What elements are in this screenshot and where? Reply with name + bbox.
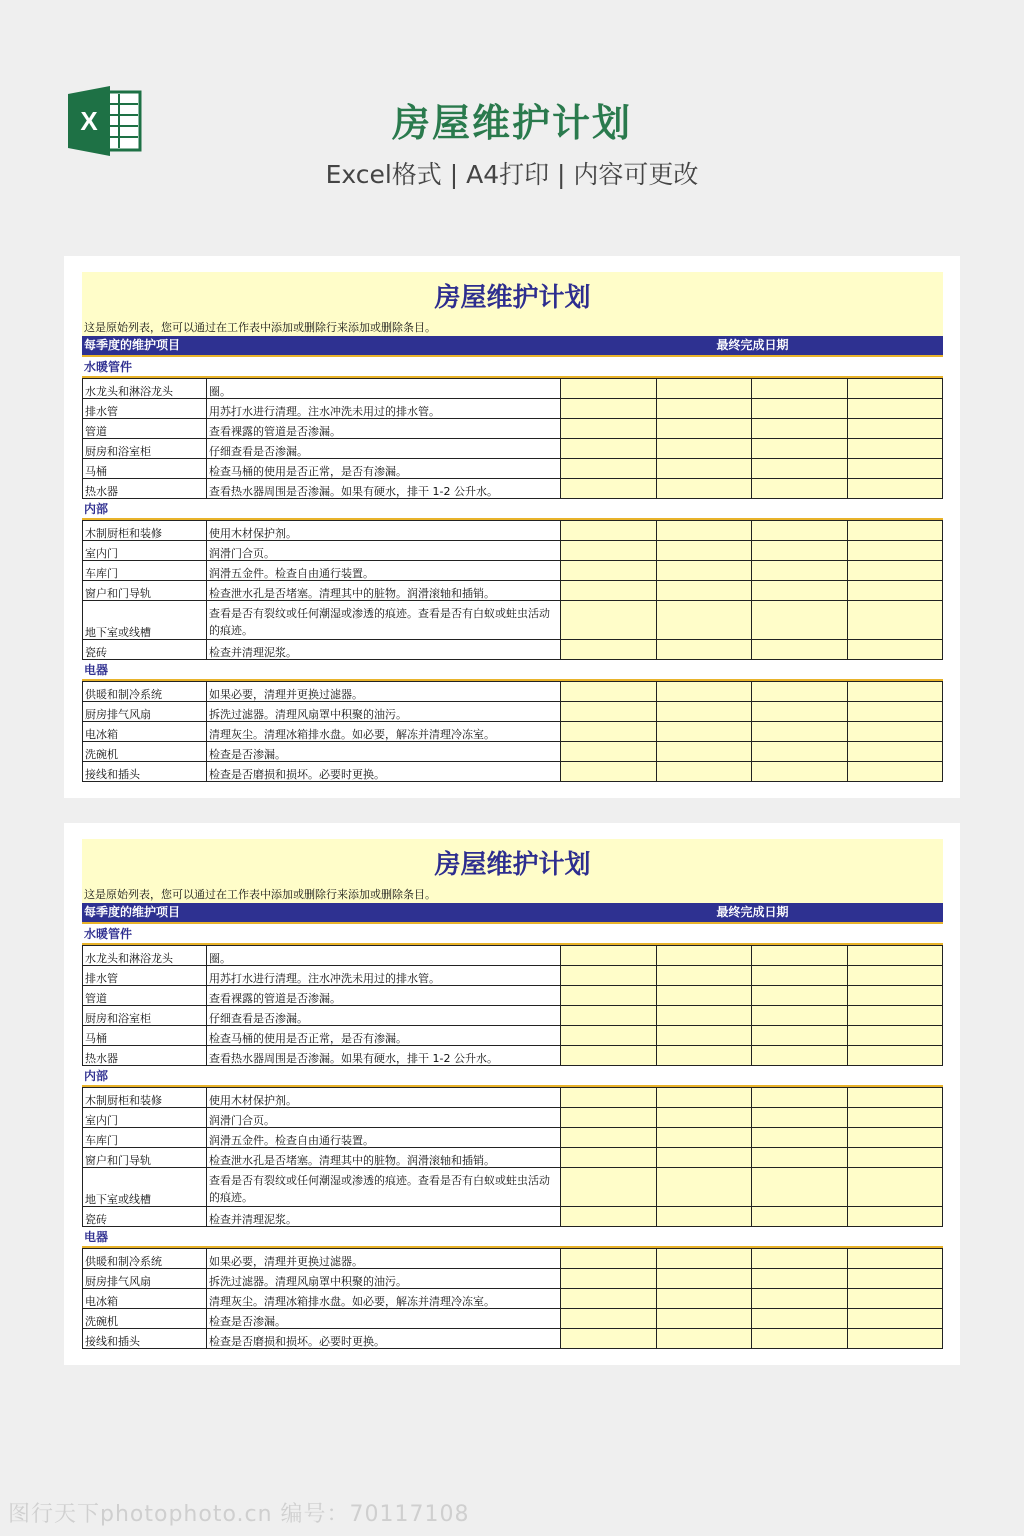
date-cell[interactable] [656, 1289, 752, 1309]
date-cell[interactable] [561, 399, 657, 419]
date-cell[interactable] [847, 561, 943, 581]
date-cell[interactable] [561, 682, 657, 702]
date-cell[interactable] [561, 1249, 657, 1269]
item-cell[interactable]: 水龙头和淋浴龙头 [83, 379, 207, 399]
date-cell[interactable] [752, 439, 848, 459]
item-cell[interactable]: 热水器 [83, 479, 207, 499]
date-cell[interactable] [847, 419, 943, 439]
date-cell[interactable] [752, 966, 848, 986]
date-cell[interactable] [656, 1329, 752, 1349]
date-cell[interactable] [847, 459, 943, 479]
table-row [83, 1128, 943, 1148]
date-cell[interactable] [561, 966, 657, 986]
date-cell[interactable] [847, 521, 943, 541]
date-cell[interactable] [656, 1088, 752, 1108]
item-cell[interactable]: 木制厨柜和装修 [83, 1088, 207, 1108]
task-cell[interactable]: 圈。 [207, 946, 561, 966]
task-cell[interactable]: 检查马桶的使用是否正常，是否有渗漏。 [207, 459, 561, 479]
section-table [82, 945, 943, 1066]
date-cell[interactable] [752, 581, 848, 601]
date-cell[interactable] [656, 682, 752, 702]
date-cell[interactable] [656, 762, 752, 782]
date-cell[interactable] [847, 1148, 943, 1168]
task-cell[interactable]: 润滑门合页。 [207, 541, 561, 561]
date-cell[interactable] [847, 439, 943, 459]
table-row [83, 986, 943, 1006]
section-table [82, 681, 943, 782]
item-cell[interactable]: 室内门 [83, 1108, 207, 1128]
task-cell[interactable]: 检查泄水孔是否堵塞。清理其中的脏物。润滑滚轴和插销。 [207, 1148, 561, 1168]
date-cell[interactable] [752, 702, 848, 722]
table-row [83, 946, 943, 966]
date-cell[interactable] [847, 986, 943, 1006]
task-cell[interactable]: 检查并清理泥浆。 [207, 1207, 561, 1227]
item-cell[interactable]: 窗户和门导轨 [83, 1148, 207, 1168]
date-cell[interactable] [847, 682, 943, 702]
excel-logo-letter: X [80, 106, 98, 136]
date-cell[interactable] [847, 479, 943, 499]
date-cell[interactable] [752, 1329, 848, 1349]
item-cell[interactable]: 电冰箱 [83, 722, 207, 742]
date-cell[interactable] [656, 702, 752, 722]
date-cell[interactable] [656, 1168, 752, 1207]
task-cell[interactable]: 清理灰尘。清理冰箱排水盘。如必要，解冻并清理冷冻室。 [207, 722, 561, 742]
table-row [83, 682, 943, 702]
date-cell[interactable] [561, 459, 657, 479]
date-cell[interactable] [561, 1046, 657, 1066]
date-cell[interactable] [847, 1006, 943, 1026]
date-cell[interactable] [561, 1168, 657, 1207]
date-cell[interactable] [656, 1108, 752, 1128]
section-heading: 电器 [82, 1227, 943, 1248]
table-row [83, 640, 943, 660]
date-cell[interactable] [847, 399, 943, 419]
date-cell[interactable] [656, 986, 752, 1006]
item-cell[interactable]: 排水管 [83, 966, 207, 986]
date-cell[interactable] [847, 946, 943, 966]
date-cell[interactable] [752, 1108, 848, 1128]
table-row [83, 1329, 943, 1349]
date-cell[interactable] [561, 1006, 657, 1026]
table-row [83, 1269, 943, 1289]
sheet-description: 这是原始列表，您可以通过在工作表中添加或删除行来添加或删除条目。 [82, 320, 943, 336]
date-cell[interactable] [752, 459, 848, 479]
date-cell[interactable] [656, 722, 752, 742]
item-cell[interactable]: 热水器 [83, 1046, 207, 1066]
section-table [82, 1087, 943, 1227]
sheet-preview-1 [64, 256, 960, 798]
date-cell[interactable] [656, 1269, 752, 1289]
task-cell[interactable]: 仔细查看是否渗漏。 [207, 1006, 561, 1026]
date-cell[interactable] [752, 1249, 848, 1269]
column-header [82, 903, 943, 924]
sheet-title: 房屋维护计划 [82, 839, 943, 887]
task-cell[interactable]: 检查是否磨损和损坏。必要时更换。 [207, 762, 561, 782]
date-cell[interactable] [656, 1207, 752, 1227]
column-header [82, 336, 943, 357]
date-cell[interactable] [561, 1207, 657, 1227]
date-cell[interactable] [752, 1046, 848, 1066]
table-row [83, 702, 943, 722]
date-cell[interactable] [752, 1088, 848, 1108]
table-row [83, 742, 943, 762]
date-cell[interactable] [561, 742, 657, 762]
date-cell[interactable] [656, 399, 752, 419]
page-subtitle: Excel格式 | A4打印 | 内容可更改 [325, 160, 699, 189]
date-cell[interactable] [656, 479, 752, 499]
date-cell[interactable] [847, 1329, 943, 1349]
date-cell[interactable] [656, 1128, 752, 1148]
date-cell[interactable] [752, 640, 848, 660]
sheet-description: 这是原始列表，您可以通过在工作表中添加或删除行来添加或删除条目。 [82, 887, 943, 903]
sheet-content [82, 272, 943, 782]
item-cell[interactable]: 瓷砖 [83, 1207, 207, 1227]
column-header-date: 最终完成日期 [716, 338, 789, 352]
table-row [83, 379, 943, 399]
date-cell[interactable] [847, 1249, 943, 1269]
date-cell[interactable] [847, 762, 943, 782]
task-cell[interactable]: 润滑五金件。检查自由通行装置。 [207, 1128, 561, 1148]
table-row [83, 561, 943, 581]
task-cell[interactable]: 查看是否有裂纹或任何潮湿或渗透的痕迹。查看是否有白蚁或蛀虫活动的痕迹。 [207, 601, 561, 640]
task-cell[interactable]: 润滑门合页。 [207, 1108, 561, 1128]
date-cell[interactable] [561, 1329, 657, 1349]
date-cell[interactable] [656, 742, 752, 762]
date-cell[interactable] [752, 1269, 848, 1289]
date-cell[interactable] [656, 1026, 752, 1046]
date-cell[interactable] [561, 702, 657, 722]
date-cell[interactable] [752, 742, 848, 762]
date-cell[interactable] [752, 946, 848, 966]
item-cell[interactable]: 车库门 [83, 1128, 207, 1148]
item-cell[interactable]: 厨房排气风扇 [83, 1269, 207, 1289]
date-cell[interactable] [847, 1108, 943, 1128]
column-header-date: 最终完成日期 [716, 905, 789, 919]
table-row [83, 762, 943, 782]
date-cell[interactable] [656, 561, 752, 581]
item-cell[interactable]: 马桶 [83, 459, 207, 479]
item-cell[interactable]: 电冰箱 [83, 1289, 207, 1309]
task-cell[interactable]: 如果必要，清理并更换过滤器。 [207, 1249, 561, 1269]
date-cell[interactable] [752, 1289, 848, 1309]
date-cell[interactable] [561, 1108, 657, 1128]
item-cell[interactable]: 厨房和浴室柜 [83, 439, 207, 459]
date-cell[interactable] [847, 640, 943, 660]
date-cell[interactable] [561, 946, 657, 966]
item-cell[interactable]: 地下室或线槽 [83, 601, 207, 640]
date-cell[interactable] [561, 581, 657, 601]
date-cell[interactable] [656, 640, 752, 660]
date-cell[interactable] [752, 419, 848, 439]
item-cell[interactable]: 管道 [83, 419, 207, 439]
item-cell[interactable]: 接线和插头 [83, 762, 207, 782]
section-heading: 内部 [82, 1066, 943, 1087]
date-cell[interactable] [656, 521, 752, 541]
item-cell[interactable]: 厨房和浴室柜 [83, 1006, 207, 1026]
table-row [83, 1148, 943, 1168]
item-cell[interactable]: 洗碗机 [83, 1309, 207, 1329]
item-cell[interactable]: 马桶 [83, 1026, 207, 1046]
task-cell[interactable]: 检查是否渗漏。 [207, 742, 561, 762]
task-cell[interactable]: 检查泄水孔是否堵塞。清理其中的脏物。润滑滚轴和插销。 [207, 581, 561, 601]
date-cell[interactable] [752, 722, 848, 742]
task-cell[interactable]: 拆洗过滤器。清理风扇罩中积聚的油污。 [207, 1269, 561, 1289]
column-header-items: 每季度的维护项目 [84, 338, 181, 352]
date-cell[interactable] [561, 521, 657, 541]
task-cell[interactable]: 使用木材保护剂。 [207, 521, 561, 541]
date-cell[interactable] [561, 379, 657, 399]
task-cell[interactable]: 查看是否有裂纹或任何潮湿或渗透的痕迹。查看是否有白蚁或蛀虫活动的痕迹。 [207, 1168, 561, 1207]
date-cell[interactable] [656, 946, 752, 966]
table-row [83, 1006, 943, 1026]
table-row [83, 722, 943, 742]
item-cell[interactable]: 地下室或线槽 [83, 1168, 207, 1207]
table-row [83, 439, 943, 459]
task-cell[interactable]: 用苏打水进行清理。注水冲洗未用过的排水管。 [207, 966, 561, 986]
date-cell[interactable] [561, 1289, 657, 1309]
table-row [83, 966, 943, 986]
date-cell[interactable] [561, 439, 657, 459]
section-table [82, 1248, 943, 1349]
date-cell[interactable] [847, 1128, 943, 1148]
date-cell[interactable] [561, 1309, 657, 1329]
date-cell[interactable] [656, 439, 752, 459]
section-heading: 电器 [82, 660, 943, 681]
item-cell[interactable]: 窗户和门导轨 [83, 581, 207, 601]
date-cell[interactable] [752, 682, 848, 702]
date-cell[interactable] [752, 541, 848, 561]
task-cell[interactable]: 查看热水器周围是否渗漏。如果有硬水，排干 1-2 公升水。 [207, 1046, 561, 1066]
date-cell[interactable] [656, 1148, 752, 1168]
section-table [82, 520, 943, 660]
column-header-items: 每季度的维护项目 [84, 905, 181, 919]
date-cell[interactable] [847, 742, 943, 762]
date-cell[interactable] [847, 1168, 943, 1207]
date-cell[interactable] [847, 722, 943, 742]
date-cell[interactable] [752, 1128, 848, 1148]
date-cell[interactable] [656, 379, 752, 399]
date-cell[interactable] [561, 986, 657, 1006]
date-cell[interactable] [656, 1046, 752, 1066]
date-cell[interactable] [561, 1148, 657, 1168]
date-cell[interactable] [847, 1289, 943, 1309]
date-cell[interactable] [752, 1026, 848, 1046]
item-cell[interactable]: 瓷砖 [83, 640, 207, 660]
date-cell[interactable] [752, 1006, 848, 1026]
date-cell[interactable] [561, 419, 657, 439]
date-cell[interactable] [752, 479, 848, 499]
table-row [83, 581, 943, 601]
date-cell[interactable] [656, 419, 752, 439]
watermark: 图行天下photophoto.cn 编号：70117108 [8, 1502, 470, 1527]
date-cell[interactable] [561, 1026, 657, 1046]
table-row [83, 419, 943, 439]
item-cell[interactable]: 厨房排气风扇 [83, 702, 207, 722]
date-cell[interactable] [561, 762, 657, 782]
task-cell[interactable]: 检查是否渗漏。 [207, 1309, 561, 1329]
table-row [83, 1168, 943, 1207]
task-cell[interactable]: 检查是否磨损和损坏。必要时更换。 [207, 1329, 561, 1349]
page-title: 房屋维护计划 [391, 101, 632, 145]
date-cell[interactable] [847, 1088, 943, 1108]
table-row [83, 459, 943, 479]
table-row [83, 521, 943, 541]
task-cell[interactable]: 使用木材保护剂。 [207, 1088, 561, 1108]
table-row [83, 1289, 943, 1309]
section-table [82, 378, 943, 499]
item-cell[interactable]: 排水管 [83, 399, 207, 419]
table-row [83, 1046, 943, 1066]
task-cell[interactable]: 检查马桶的使用是否正常，是否有渗漏。 [207, 1026, 561, 1046]
item-cell[interactable]: 洗碗机 [83, 742, 207, 762]
item-cell[interactable]: 车库门 [83, 561, 207, 581]
task-cell[interactable]: 检查并清理泥浆。 [207, 640, 561, 660]
sheet-preview-2 [64, 823, 960, 1365]
section-heading: 内部 [82, 499, 943, 520]
date-cell[interactable] [656, 459, 752, 479]
date-cell[interactable] [752, 379, 848, 399]
table-row [83, 1249, 943, 1269]
date-cell[interactable] [752, 762, 848, 782]
task-cell[interactable]: 查看裸露的管道是否渗漏。 [207, 986, 561, 1006]
task-cell[interactable]: 拆洗过滤器。清理风扇罩中积聚的油污。 [207, 702, 561, 722]
item-cell[interactable]: 供暖和制冷系统 [83, 682, 207, 702]
date-cell[interactable] [752, 986, 848, 1006]
item-cell[interactable]: 水龙头和淋浴龙头 [83, 946, 207, 966]
date-cell[interactable] [847, 541, 943, 561]
date-cell[interactable] [656, 601, 752, 640]
date-cell[interactable] [847, 702, 943, 722]
date-cell[interactable] [752, 561, 848, 581]
date-cell[interactable] [656, 1309, 752, 1329]
sheet-title: 房屋维护计划 [82, 272, 943, 320]
section-heading: 水暖管件 [82, 357, 943, 378]
date-cell[interactable] [561, 722, 657, 742]
table-row [83, 479, 943, 499]
task-cell[interactable]: 如果必要，清理并更换过滤器。 [207, 682, 561, 702]
date-cell[interactable] [656, 1249, 752, 1269]
date-cell[interactable] [752, 521, 848, 541]
date-cell[interactable] [561, 479, 657, 499]
date-cell[interactable] [752, 1207, 848, 1227]
item-cell[interactable]: 管道 [83, 986, 207, 1006]
date-cell[interactable] [656, 541, 752, 561]
date-cell[interactable] [561, 1088, 657, 1108]
table-row [83, 1207, 943, 1227]
date-cell[interactable] [847, 1269, 943, 1289]
task-cell[interactable]: 查看裸露的管道是否渗漏。 [207, 419, 561, 439]
item-cell[interactable]: 供暖和制冷系统 [83, 1249, 207, 1269]
sheet-content [82, 839, 943, 1349]
date-cell[interactable] [847, 379, 943, 399]
task-cell[interactable]: 查看热水器周围是否渗漏。如果有硬水，排干 1-2 公升水。 [207, 479, 561, 499]
date-cell[interactable] [752, 1309, 848, 1329]
date-cell[interactable] [656, 1006, 752, 1026]
item-cell[interactable]: 室内门 [83, 541, 207, 561]
item-cell[interactable]: 接线和插头 [83, 1329, 207, 1349]
table-row [83, 601, 943, 640]
date-cell[interactable] [847, 966, 943, 986]
section-heading: 水暖管件 [82, 924, 943, 945]
date-cell[interactable] [847, 1309, 943, 1329]
date-cell[interactable] [656, 581, 752, 601]
date-cell[interactable] [752, 601, 848, 640]
date-cell[interactable] [752, 399, 848, 419]
date-cell[interactable] [752, 1168, 848, 1207]
table-row [83, 399, 943, 419]
task-cell[interactable]: 用苏打水进行清理。注水冲洗未用过的排水管。 [207, 399, 561, 419]
date-cell[interactable] [847, 581, 943, 601]
table-row [83, 1309, 943, 1329]
task-cell[interactable]: 清理灰尘。清理冰箱排水盘。如必要，解冻并清理冷冻室。 [207, 1289, 561, 1309]
table-row [83, 1108, 943, 1128]
date-cell[interactable] [561, 561, 657, 581]
table-row [83, 1026, 943, 1046]
date-cell[interactable] [847, 1207, 943, 1227]
date-cell[interactable] [847, 1046, 943, 1066]
date-cell[interactable] [656, 966, 752, 986]
table-row [83, 541, 943, 561]
date-cell[interactable] [752, 1148, 848, 1168]
table-row [83, 1088, 943, 1108]
task-cell[interactable]: 圈。 [207, 379, 561, 399]
date-cell[interactable] [561, 640, 657, 660]
date-cell[interactable] [561, 541, 657, 561]
date-cell[interactable] [847, 601, 943, 640]
item-cell[interactable]: 木制厨柜和装修 [83, 521, 207, 541]
task-cell[interactable]: 润滑五金件。检查自由通行装置。 [207, 561, 561, 581]
date-cell[interactable] [561, 1269, 657, 1289]
date-cell[interactable] [561, 1128, 657, 1148]
page-header [0, 0, 1024, 230]
date-cell[interactable] [847, 1026, 943, 1046]
task-cell[interactable]: 仔细查看是否渗漏。 [207, 439, 561, 459]
date-cell[interactable] [561, 601, 657, 640]
